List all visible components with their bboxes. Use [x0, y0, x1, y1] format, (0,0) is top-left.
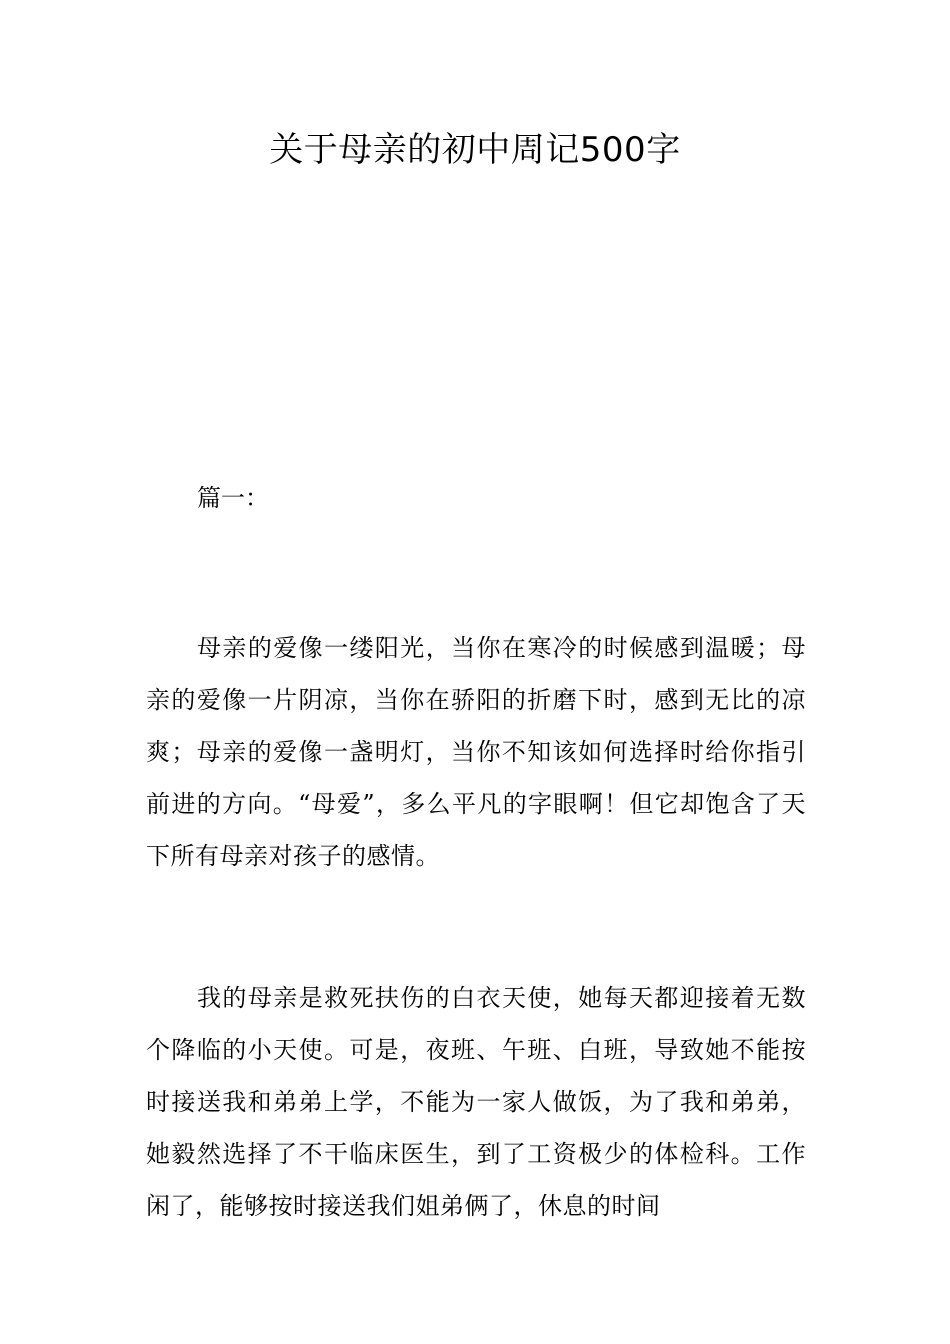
document-title: 关于母亲的初中周记500字 — [269, 130, 681, 170]
section-heading: 篇一： — [197, 484, 269, 512]
paragraph-2: 我的母亲是救死扶伤的白衣天使，她每天都迎接着无数个降临的小天使。可是，夜班、午班、白班，导致她不能按时接送我和弟弟上学，不能为一家人做饭，为了我和弟弟，她毅然选择了不干临床医生，到了工资极少的体检科。工作闲了，能够按时接送我们姐弟俩了，休息的时间 — [146, 984, 806, 1220]
paragraph-1: 母亲的爱像一缕阳光，当你在寒冷的时候感到温暖；母亲的爱像一片阴凉，当你在骄阳的折磨下时，感到无比的凉爽；母亲的爱像一盏明灯，当你不知该如何选择时给你指引前进的方向。“母爱”，多么平凡的字眼啊！但它却饱含了天下所有母亲对孩子的感情。 — [146, 634, 806, 870]
